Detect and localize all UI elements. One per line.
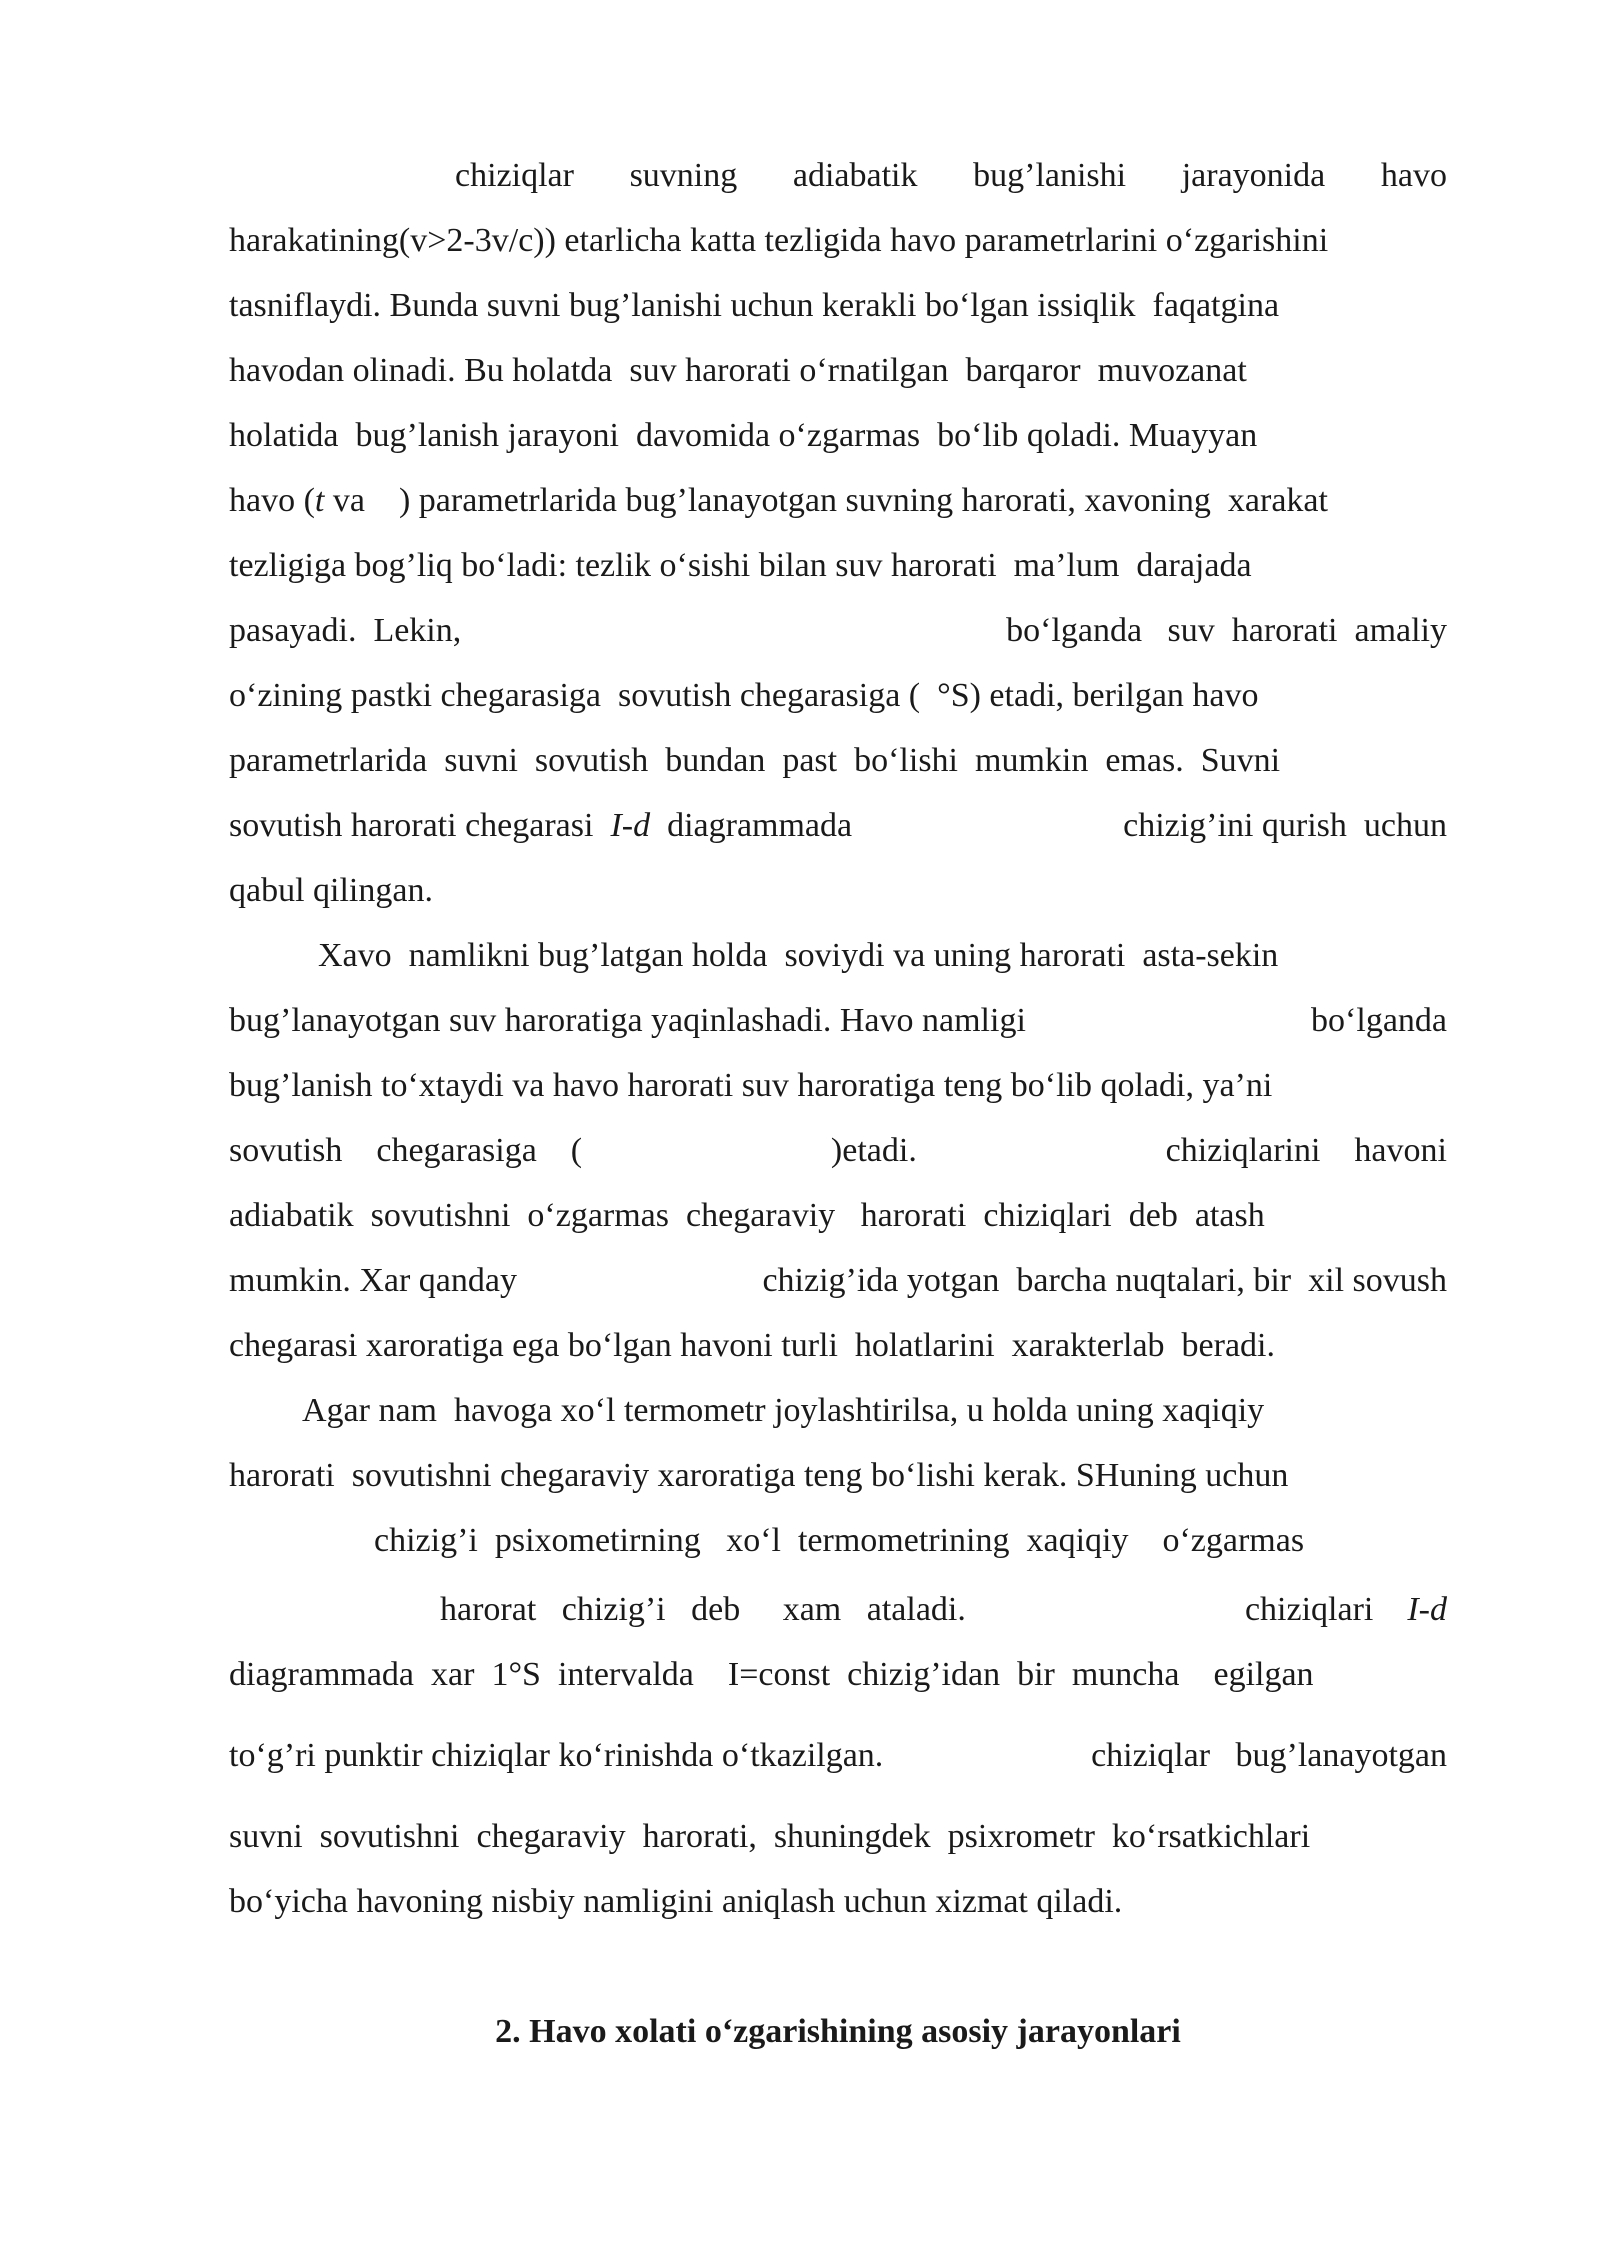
italic-symbol: I-d — [610, 807, 651, 844]
word: suvning — [629, 157, 738, 194]
line-text: harorat chizig’i deb xam ataladi. — [440, 1591, 966, 1628]
line-text: diagrammada — [650, 807, 853, 844]
text-line — [318, 934, 1447, 978]
line-text: chegarasi xaroratiga ega bo‘lgan havoni turli holatlarini xarakterlab beradi. — [229, 1327, 1275, 1364]
line-text: chiziqlarini havoni — [1165, 1132, 1447, 1169]
line-text: bo‘lganda suv harorati amaliy — [1006, 612, 1447, 649]
text-line — [374, 1519, 1447, 1563]
line-text: to‘g’ri punktir chiziqlar ko‘rinishda o‘tkazilgan. — [229, 1737, 884, 1774]
text-line — [229, 349, 1447, 393]
text-line — [229, 1815, 1447, 1859]
text-line — [229, 804, 1447, 848]
text-line — [229, 544, 1447, 588]
italic-symbol: I-d — [1407, 1591, 1447, 1628]
text-line — [302, 1389, 1447, 1433]
line-text: chizig’i psixometirning xo‘l termometrining xaqiqiy o‘zgarmas — [374, 1522, 1305, 1559]
line-text: adiabatik sovutishni o‘zgarmas chegaraviy harorati chiziqlari deb atash — [229, 1197, 1265, 1234]
text-line — [229, 739, 1447, 783]
line-text: parametrlarida suvni sovutish bundan past bo‘lishi mumkin emas. Suvni — [229, 742, 1281, 779]
line-text: sovutish harorati chegarasi — [229, 807, 611, 844]
line-text: havo ( — [229, 482, 315, 519]
line-text: harorati sovutishni chegaraviy xaroratiga teng bo‘lishi kerak. SHuning uchun — [229, 1457, 1289, 1494]
text-line — [229, 1454, 1447, 1498]
line-text: qabul qilingan. — [229, 872, 433, 909]
line-text: sovutish chegarasiga ( — [229, 1132, 583, 1169]
text-line — [455, 154, 1447, 198]
word: adiabatik — [792, 157, 918, 194]
spacer — [1373, 1591, 1407, 1628]
line-text: havodan olinadi. Bu holatda suv harorati o‘rnatilgan barqaror muvozanat — [229, 352, 1247, 389]
line-text: bo‘lganda — [1311, 1002, 1447, 1039]
text-line — [229, 1734, 1447, 1778]
line-text: harakatining(v>2-3v/c)) etarlicha katta tezligida havo parametrlarini o‘zgarishini — [229, 222, 1329, 259]
text-line — [229, 1194, 1447, 1238]
text-line — [229, 609, 1447, 653]
text-line — [229, 1064, 1447, 1108]
line-text: mumkin. Xar qanday — [229, 1262, 517, 1299]
line-text: chizig’ini qurish uchun — [1123, 807, 1447, 844]
word: havo — [1380, 157, 1447, 194]
line-text: Xavo namlikni bug’latgan holda soviydi va uning harorati asta-sekin — [318, 937, 1279, 974]
text-line — [229, 869, 1447, 913]
italic-symbol: t — [314, 482, 325, 519]
text-line — [229, 1880, 1447, 1924]
text-line — [229, 479, 1447, 523]
text-line — [229, 219, 1447, 263]
line-text: Agar nam havoga xo‘l termometr joylashtirilsa, u holda uning xaqiqiy — [302, 1392, 1265, 1429]
line-segment — [1245, 1588, 1447, 1632]
line-text: holatida bug’lanish jarayoni davomida o‘zgarmas bo‘lib qoladi. Muayyan — [229, 417, 1258, 454]
line-text: o‘zining pastki chegarasiga sovutish chegarasiga ( °S) etadi, berilgan havo — [229, 677, 1259, 714]
line-text: bug’lanish to‘xtaydi va havo harorati suv haroratiga teng bo‘lib qoladi, ya’ni — [229, 1067, 1273, 1104]
line-text: )etadi. — [830, 1132, 917, 1169]
text-line — [229, 284, 1447, 328]
text-line — [229, 1653, 1447, 1697]
line-text: pasayadi. Lekin, — [229, 612, 462, 649]
word: chiziqlar — [455, 157, 574, 194]
line-text: chiziqlari — [1244, 1591, 1374, 1628]
word: jarayonida — [1181, 157, 1326, 194]
line-segment — [229, 804, 852, 848]
line-text: diagrammada xar 1°S intervalda I=const chizig’idan bir muncha egilgan — [229, 1656, 1314, 1693]
line-text: tasniflaydi. Bunda suvni bug’lanishi uchun kerakli bo‘lgan issiqlik faqatgina — [229, 287, 1280, 324]
section-heading: 2. Havo xolati o‘zgarishining asosiy jarayonlari — [495, 2013, 1181, 2050]
line-text: chiziqlar bug’lanayotgan — [1091, 1737, 1447, 1774]
text-line — [229, 999, 1447, 1043]
text-line — [229, 1324, 1447, 1368]
line-text: va ) parametrlarida bug’lanayotgan suvning harorati, xavoning xarakat — [324, 482, 1328, 519]
text-line — [229, 674, 1447, 718]
line-text: bo‘yicha havoning nisbiy namligini aniqlash uchun xizmat qiladi. — [229, 1883, 1123, 1920]
text-line — [229, 1259, 1447, 1303]
text-line — [229, 414, 1447, 458]
line-text: chizig’ida yotgan barcha nuqtalari, bir xil sovush — [762, 1262, 1447, 1299]
line-text: tezligiga bog’liq bo‘ladi: tezlik o‘sishi bilan suv harorati ma’lum darajada — [229, 547, 1252, 584]
line-text: suvni sovutishni chegaraviy harorati, shuningdek psixrometr ko‘rsatkichlari — [229, 1818, 1311, 1855]
text-line — [229, 1129, 1447, 1173]
text-line — [440, 1588, 1447, 1632]
line-text: bug’lanayotgan suv haroratiga yaqinlashadi. Havo namligi — [229, 1002, 1026, 1039]
word: bug’lanishi — [973, 157, 1127, 194]
